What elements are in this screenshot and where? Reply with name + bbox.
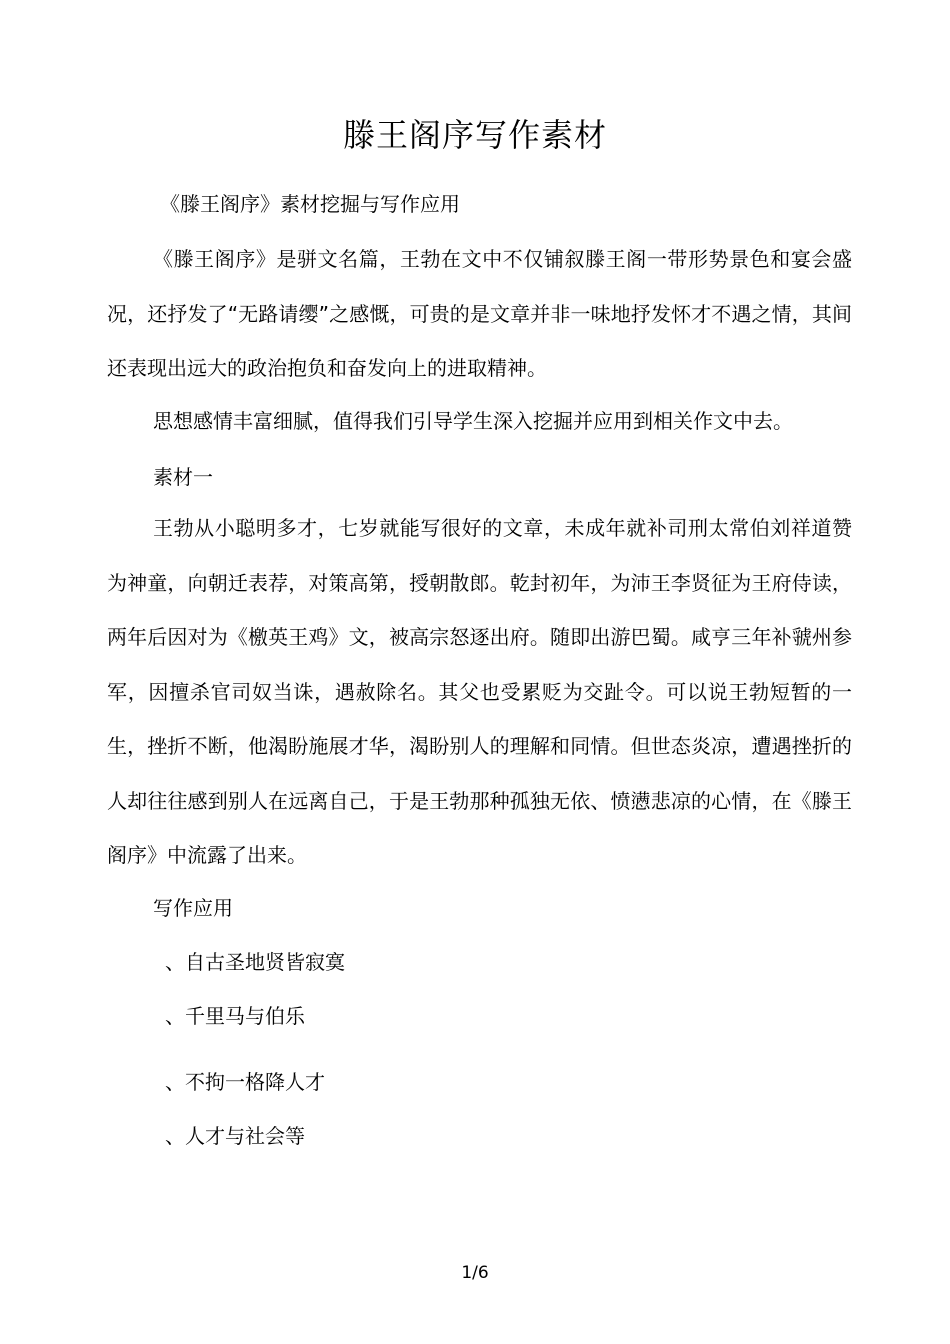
application-item: 、人才与社会等 — [165, 1124, 305, 1148]
application-item: 、千里马与伯乐 — [165, 1004, 305, 1028]
application-heading: 写作应用 — [153, 896, 233, 920]
application-item: 、自古圣地贤皆寂寞 — [165, 950, 345, 974]
summary-paragraph: 思想感情丰富细腻，值得我们引导学生深入挖掘并应用到相关作文中去。 — [153, 409, 793, 433]
material-paragraph: 王勃从小聪明多才，七岁就能写很好的文章，未成年就补司刑太常伯刘祥道赞为神童，向朝迁表荐，对策高第，授朝散郎。乾封初年，为沛王李贤征为王府侍读，两年后因对为《檄英王鸡》文，被高宗怒逐出府。随即出游巴蜀。咸亨三年补虢州参军，因擅杀官司奴当诛，遇赦除名。其父也受累贬为交趾令。可以说王勃短暂的一生，挫折不断，他渴盼施展才华，渴盼别人的理解和同情。但世态炎凉，遭遇挫折的人却往往感到别人在远离自己，于是王勃那种孤独无依、愤懑悲凉的心情，在《滕王阁序》中流露了出来。 — [107, 516, 852, 867]
intro-paragraph: 《滕王阁序》是骈文名篇，王勃在文中不仅铺叙滕王阁一带形势景色和宴会盛况，还抒发了“无路请缨”之感慨，可贵的是文章并非一味地抒发怀才不遇之情，其间还表现出远大的政治抱负和奋发向上的进取精神。 — [107, 247, 852, 380]
document-title: 滕王阁序写作素材 — [342, 116, 607, 154]
application-item: 、不拘一格降人才 — [165, 1070, 325, 1094]
page-number: 1/6 — [461, 1263, 489, 1283]
material-heading: 素材一 — [153, 465, 213, 489]
document-subtitle: 《滕王阁序》素材挖掘与写作应用 — [160, 192, 460, 216]
